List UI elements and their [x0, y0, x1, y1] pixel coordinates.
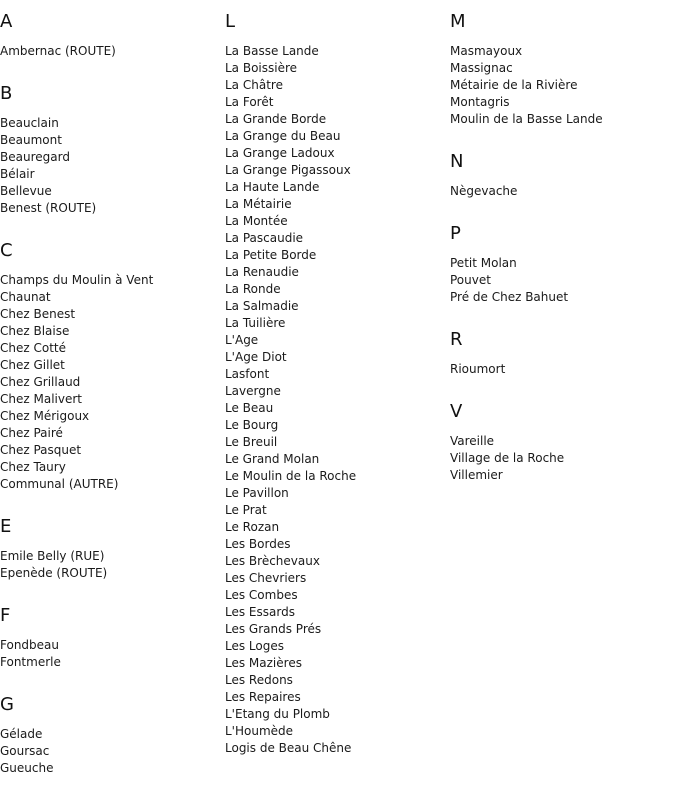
place-item-la-montee: La Montée: [225, 214, 288, 228]
place-item-la-boissiere: La Boissière: [225, 61, 298, 75]
place-list: [450, 433, 670, 484]
place-list: [0, 43, 220, 60]
place-item-chez-pasquet: Chez Pasquet: [0, 443, 82, 457]
place-item-champs-du-moulin-a-vent: Champs du Moulin à Vent: [0, 273, 154, 287]
place-item-pre-de-chez-bahuet: Pré de Chez Bahuet: [450, 290, 569, 304]
place-item-les-combes: Les Combes: [225, 588, 298, 602]
place-item-les-brechevaux: Les Brèchevaux: [225, 554, 320, 568]
place-item-le-breuil: Le Breuil: [225, 435, 278, 449]
place-item-chaunat: Chaunat: [0, 290, 51, 304]
place-item-chez-malivert: Chez Malivert: [0, 392, 82, 406]
place-item-gelade: Gélade: [0, 727, 43, 741]
place-item-metairie-de-la-riviere: Métairie de la Rivière: [450, 78, 578, 92]
place-list: [0, 115, 220, 217]
letter-heading: B: [0, 83, 13, 104]
place-item-beaumont: Beaumont: [0, 133, 62, 147]
letter-section-f: [0, 604, 220, 671]
letter-section-r: [450, 328, 670, 378]
letter-heading: A: [0, 11, 13, 32]
place-item-villemier: Villemier: [450, 468, 503, 482]
place-item-la-salmadie: La Salmadie: [225, 299, 299, 313]
letter-section-n: [450, 150, 670, 200]
place-item-montagris: Montagris: [450, 95, 510, 109]
place-item-chez-cotte: Chez Cotté: [0, 341, 66, 355]
place-item-les-chevriers: Les Chevriers: [225, 571, 307, 585]
place-item-l-age-diot: L'Age Diot: [225, 350, 287, 364]
place-item-la-haute-lande: La Haute Lande: [225, 180, 320, 194]
place-item-la-grange-pigassoux: La Grange Pigassoux: [225, 163, 351, 177]
place-item-le-bourg: Le Bourg: [225, 418, 279, 432]
place-list: [450, 183, 670, 200]
place-item-pouvet: Pouvet: [450, 273, 491, 287]
letter-section-l: [225, 10, 445, 757]
place-item-epenede-route: Epenède (ROUTE): [0, 566, 108, 580]
place-item-chez-gillet: Chez Gillet: [0, 358, 65, 372]
place-item-chez-blaise: Chez Blaise: [0, 324, 70, 338]
place-item-chez-benest: Chez Benest: [0, 307, 76, 321]
place-item-benest-route: Benest (ROUTE): [0, 201, 97, 215]
place-item-les-loges: Les Loges: [225, 639, 284, 653]
place-list: [450, 255, 670, 306]
place-item-gueuche: Gueuche: [0, 761, 54, 775]
place-item-negevache: Nègevache: [450, 184, 518, 198]
place-item-les-grands-pres: Les Grands Prés: [225, 622, 322, 636]
place-list: [225, 43, 445, 757]
place-item-emile-belly-rue: Emile Belly (RUE): [0, 549, 105, 563]
place-item-petit-molan: Petit Molan: [450, 256, 517, 270]
letter-heading: N: [450, 151, 464, 172]
place-item-masmayoux: Masmayoux: [450, 44, 523, 58]
place-item-la-foret: La Forêt: [225, 95, 274, 109]
letter-section-e: [0, 515, 220, 582]
place-item-la-grande-borde: La Grande Borde: [225, 112, 327, 126]
place-item-chez-taury: Chez Taury: [0, 460, 66, 474]
place-item-le-pavillon: Le Pavillon: [225, 486, 289, 500]
place-list: [0, 637, 220, 671]
place-item-les-essards: Les Essards: [225, 605, 295, 619]
place-item-la-grange-du-beau: La Grange du Beau: [225, 129, 341, 143]
place-item-la-renaudie: La Renaudie: [225, 265, 299, 279]
letter-heading: F: [0, 605, 11, 626]
place-item-chez-grillaud: Chez Grillaud: [0, 375, 81, 389]
letter-heading: G: [0, 694, 14, 715]
place-item-vareille: Vareille: [450, 434, 495, 448]
place-list: [0, 726, 220, 777]
place-list: [450, 43, 670, 128]
index-column-1: [0, 10, 220, 777]
place-item-la-ronde: La Ronde: [225, 282, 281, 296]
place-item-lavergne: Lavergne: [225, 384, 281, 398]
place-list: [450, 361, 670, 378]
place-item-village-de-la-roche: Village de la Roche: [450, 451, 565, 465]
letter-heading: C: [0, 240, 13, 261]
letter-section-g: [0, 693, 220, 777]
letter-heading: M: [450, 11, 466, 32]
index-column-3: [450, 10, 670, 484]
index-column-2: [225, 10, 445, 757]
place-item-bellevue: Bellevue: [0, 184, 52, 198]
place-item-chez-merigoux: Chez Mérigoux: [0, 409, 90, 423]
place-item-les-mazieres: Les Mazières: [225, 656, 302, 670]
place-item-le-grand-molan: Le Grand Molan: [225, 452, 320, 466]
place-item-la-basse-lande: La Basse Lande: [225, 44, 319, 58]
letter-heading: E: [0, 516, 12, 537]
place-item-la-chatre: La Châtre: [225, 78, 283, 92]
letter-section-m: [450, 10, 670, 128]
place-item-le-prat: Le Prat: [225, 503, 267, 517]
place-item-moulin-de-la-basse-lande: Moulin de la Basse Lande: [450, 112, 603, 126]
place-item-chez-paire: Chez Pairé: [0, 426, 63, 440]
place-item-les-bordes: Les Bordes: [225, 537, 291, 551]
place-item-belair: Bélair: [0, 167, 35, 181]
letter-section-c: [0, 239, 220, 493]
place-item-logis-de-beau-chene: Logis de Beau Chêne: [225, 741, 352, 755]
place-item-la-tuiliere: La Tuilière: [225, 316, 286, 330]
place-list: [0, 272, 220, 493]
place-item-l-houmede: L'Houmède: [225, 724, 294, 738]
letter-section-p: [450, 222, 670, 306]
place-list: [0, 548, 220, 582]
letter-section-v: [450, 400, 670, 484]
place-item-fondbeau: Fondbeau: [0, 638, 59, 652]
place-item-les-redons: Les Redons: [225, 673, 293, 687]
place-item-la-metairie: La Métairie: [225, 197, 292, 211]
place-item-beauclain: Beauclain: [0, 116, 59, 130]
letter-heading: V: [450, 401, 463, 422]
place-item-le-rozan: Le Rozan: [225, 520, 280, 534]
place-item-les-repaires: Les Repaires: [225, 690, 301, 704]
place-item-la-pascaudie: La Pascaudie: [225, 231, 304, 245]
place-item-la-grange-ladoux: La Grange Ladoux: [225, 146, 335, 160]
letter-heading: R: [450, 329, 463, 350]
letter-heading: L: [225, 11, 236, 32]
place-item-lasfont: Lasfont: [225, 367, 270, 381]
place-item-rioumort: Rioumort: [450, 362, 506, 376]
place-item-la-petite-borde: La Petite Borde: [225, 248, 317, 262]
letter-section-a: [0, 10, 220, 60]
place-item-massignac: Massignac: [450, 61, 513, 75]
place-item-le-moulin-de-la-roche: Le Moulin de la Roche: [225, 469, 357, 483]
place-item-communal-autre: Communal (AUTRE): [0, 477, 119, 491]
place-item-ambernac-route: Ambernac (ROUTE): [0, 44, 116, 58]
place-item-l-etang-du-plomb: L'Etang du Plomb: [225, 707, 330, 721]
place-item-fontmerle: Fontmerle: [0, 655, 61, 669]
place-item-beauregard: Beauregard: [0, 150, 70, 164]
letter-heading: P: [450, 223, 461, 244]
letter-section-b: [0, 82, 220, 217]
place-item-goursac: Goursac: [0, 744, 50, 758]
place-item-le-beau: Le Beau: [225, 401, 274, 415]
place-item-l-age: L'Age: [225, 333, 259, 347]
